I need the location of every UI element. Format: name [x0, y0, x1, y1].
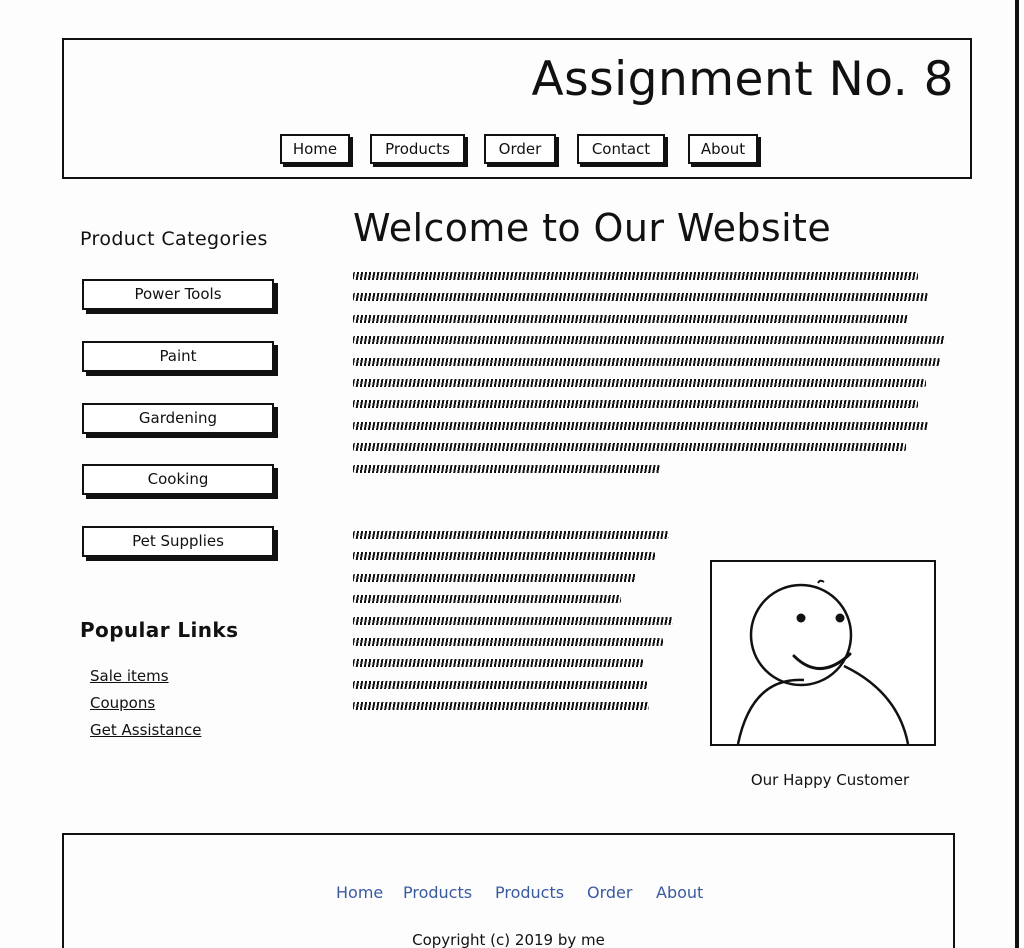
footer-link-products[interactable]: Products [403, 883, 473, 902]
placeholder-text-line [353, 638, 663, 646]
category-paint-button[interactable]: Paint [82, 341, 274, 372]
placeholder-text-line [353, 574, 636, 582]
footer [62, 833, 955, 948]
welcome-heading: Welcome to Our Website [353, 206, 832, 250]
category-gardening-button[interactable]: Gardening [82, 403, 274, 434]
placeholder-text-line [353, 443, 906, 451]
placeholder-text-line [353, 379, 926, 387]
placeholder-text-block [353, 531, 673, 724]
link-get-assistance[interactable]: Get Assistance [90, 721, 202, 739]
person-icon [712, 562, 934, 744]
placeholder-text-line [353, 465, 660, 473]
nav-about-button[interactable]: About [688, 134, 758, 164]
popular-links-heading: Popular Links [80, 618, 239, 642]
site-title: Assignment No. 8 [531, 52, 954, 107]
category-power-tools-button[interactable]: Power Tools [82, 279, 274, 310]
header [62, 38, 972, 179]
copyright-text: Copyright (c) 2019 by me [412, 931, 605, 948]
nav-products-button[interactable]: Products [370, 134, 465, 164]
placeholder-text-line [353, 659, 643, 667]
placeholder-text-line [353, 358, 940, 366]
link-sale-items[interactable]: Sale items [90, 667, 169, 685]
placeholder-text-block [353, 272, 945, 486]
placeholder-text-line [353, 272, 918, 280]
placeholder-text-line [353, 702, 649, 710]
categories-heading: Product Categories [80, 228, 268, 250]
placeholder-text-line [353, 293, 928, 301]
category-cooking-button[interactable]: Cooking [82, 464, 274, 495]
category-pet-supplies-button[interactable]: Pet Supplies [82, 526, 274, 557]
page-right-border [1015, 0, 1019, 948]
placeholder-text-line [353, 617, 673, 625]
placeholder-text-line [353, 681, 647, 689]
placeholder-text-line [353, 400, 918, 408]
placeholder-text-line [353, 315, 908, 323]
footer-link-home[interactable]: Home [336, 883, 384, 902]
nav-order-button[interactable]: Order [484, 134, 556, 164]
placeholder-text-line [353, 595, 621, 603]
footer-link-order[interactable]: Order [587, 883, 633, 902]
footer-link-products-2[interactable]: Products [495, 883, 565, 902]
footer-link-about[interactable]: About [656, 883, 704, 902]
nav-home-button[interactable]: Home [280, 134, 350, 164]
placeholder-text-line [353, 531, 669, 539]
placeholder-text-line [353, 552, 655, 560]
customer-image [710, 560, 936, 746]
nav-contact-button[interactable]: Contact [577, 134, 665, 164]
link-coupons[interactable]: Coupons [90, 694, 156, 712]
placeholder-text-line [353, 422, 928, 430]
placeholder-text-line [353, 336, 945, 344]
image-caption: Our Happy Customer [750, 771, 910, 789]
